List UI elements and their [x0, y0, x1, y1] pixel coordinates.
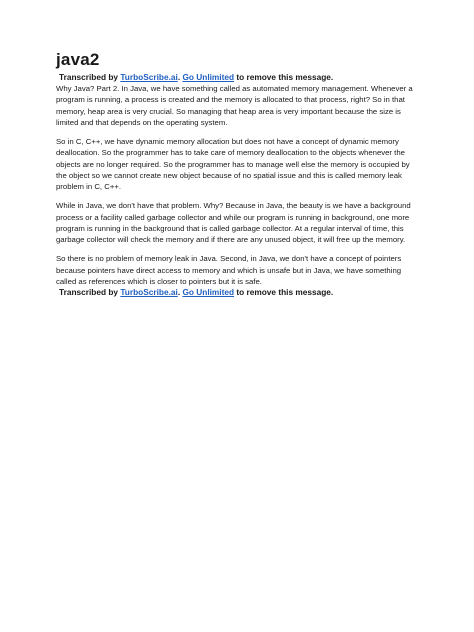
transcription-banner-bottom: [59, 287, 418, 298]
turboscribe-link[interactable]: TurboScribe.ai: [120, 287, 178, 297]
go-unlimited-link[interactable]: Go Unlimited: [182, 72, 235, 82]
go-unlimited-link[interactable]: Go Unlimited: [182, 287, 235, 297]
transcription-banner-top: [59, 72, 418, 83]
document-content: [56, 50, 418, 298]
banner-suffix: to remove this message.: [234, 287, 334, 297]
banner-middle: .: [177, 72, 183, 82]
turboscribe-link[interactable]: TurboScribe.ai: [120, 72, 178, 82]
banner-prefix: Transcribed by: [59, 72, 121, 82]
paragraph: So in C, C++, we have dynamic memory allocation but does not have a concept of dynamic memory deallocation. So the programmer has to take care of memory deallocation to the objects whenever the objects are no longer required. So the programmer has to manage well else the memory is occupied by the object so we cannot create new object because of no spatial issue and this is called memory leak problem in C, C++.: [56, 137, 410, 191]
paragraph: Why Java? Part 2. In Java, we have something called as automated memory management. Whenever a program is running, a process is created and the memory is allocated to that process, right? So in that memory, heap area is very crucial. So managing that heap area is very important because the size is limited and that depends on the operating system.: [56, 84, 413, 127]
paragraph: So there is no problem of memory leak in Java. Second, in Java, we don't have a concept of pointers because pointers have direct access to memory and which is unsafe but in Java, we have something called as references which is closer to pointers but it is safe.: [56, 254, 402, 286]
paragraph: While in Java, we don't have that problem. Why? Because in Java, the beauty is we have a background process or a facility called garbage collector and while our program is running in background, one more program is running in the background that is called garbage collector. At a regular interval of time, this garbage collector will check the memory and if there are any unused object, it will free up the memory.: [56, 201, 411, 244]
banner-middle: .: [177, 287, 183, 297]
banner-suffix: to remove this message.: [234, 72, 334, 82]
banner-prefix: Transcribed by: [59, 287, 121, 297]
document-title: java2: [56, 50, 100, 69]
